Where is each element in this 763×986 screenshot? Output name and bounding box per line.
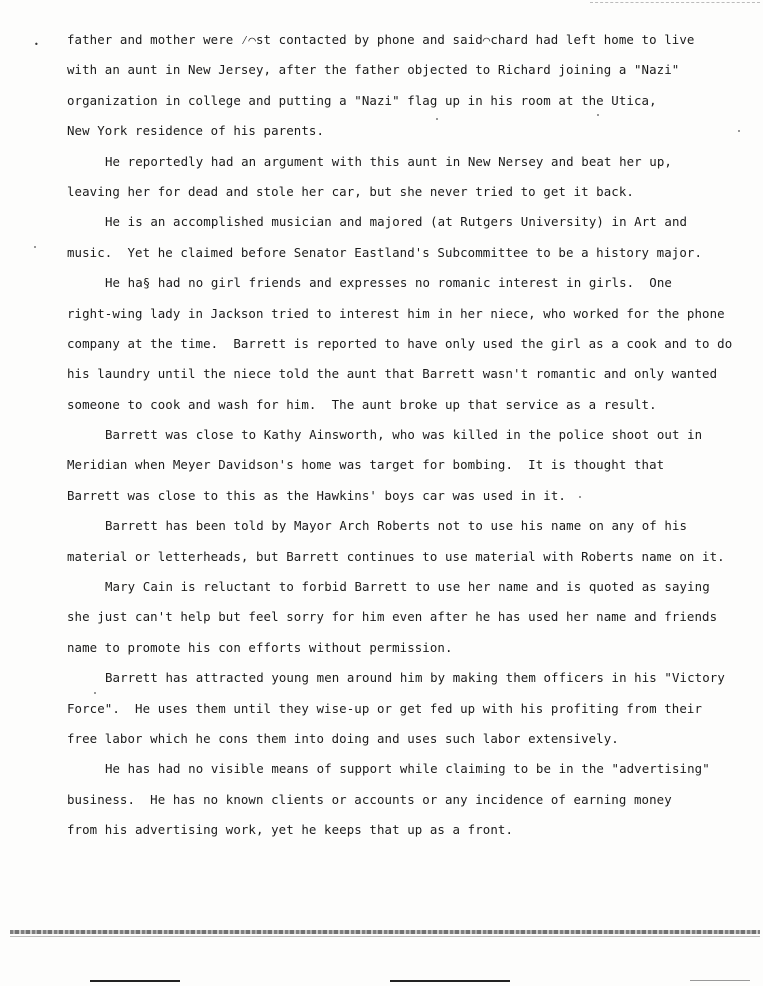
bottom-scan-rule bbox=[10, 930, 760, 934]
text-line: company at the time. Barrett is reported to have only used the girl as a cook and to do bbox=[67, 335, 733, 351]
text-line: right-wing lady in Jackson tried to interest him in her niece, who worked for the phone bbox=[67, 305, 725, 321]
typewritten-text bbox=[67, 29, 747, 850]
text-line: his laundry until the niece told the aunt that Barrett wasn't romantic and only wanted bbox=[67, 366, 718, 382]
text-line: Barrett has been told by Mayor Arch Roberts not to use his name on any of his bbox=[105, 518, 688, 534]
text-line: Meridian when Meyer Davidson's home was target for bombing. It is thought that bbox=[67, 457, 665, 473]
text-line: leaving her for dead and stole her car, but she never tried to get it back. bbox=[67, 183, 634, 199]
text-line: free labor which he cons them into doing and uses such labor extensively. bbox=[67, 730, 619, 746]
bottom-scan-rule-thin bbox=[10, 936, 760, 937]
text-line: He has had no visible means of support while claiming to be in the "advertising" bbox=[105, 761, 710, 777]
foot-rule bbox=[90, 980, 180, 982]
text-line: Force". He uses them until they wise-up or get fed up with his profiting from their bbox=[67, 700, 703, 716]
text-line: He ha§ had no girl friends and expresses no romanic interest in girls. One bbox=[105, 275, 672, 291]
speck bbox=[597, 114, 599, 116]
text-line: she just can't help but feel sorry for him even after he has used her name and friends bbox=[67, 609, 718, 625]
text-line: Barrett was close to this as the Hawkins' boys car was used in it. bbox=[67, 487, 566, 503]
speck bbox=[34, 246, 36, 248]
top-dashed-rule bbox=[590, 2, 760, 4]
foot-rule bbox=[690, 980, 750, 981]
text-line: with an aunt in New Jersey, after the father objected to Richard joining a "Nazi" bbox=[67, 62, 680, 78]
text-line: New York residence of his parents. bbox=[67, 123, 325, 139]
speck bbox=[738, 130, 740, 132]
text-line: father and mother were ⁄⌒st contacted by phone and said⌒chard had left home to live bbox=[67, 32, 695, 47]
text-line: name to promote his con efforts without permission. bbox=[67, 639, 453, 655]
text-line: He is an accomplished musician and majored (at Rutgers University) in Art and bbox=[105, 214, 688, 230]
text-line: organization in college and putting a "Nazi" flag up in his room at the Utica, bbox=[67, 92, 657, 108]
text-line: music. Yet he claimed before Senator Eastland's Subcommittee to be a history major. bbox=[67, 244, 703, 260]
foot-rule bbox=[390, 980, 510, 982]
margin-dot-mark: • bbox=[34, 40, 39, 49]
text-line: material or letterheads, but Barrett continues to use material with Roberts name on it. bbox=[67, 548, 725, 564]
text-line: Mary Cain is reluctant to forbid Barrett to use her name and is quoted as saying bbox=[105, 579, 710, 595]
speck bbox=[436, 118, 438, 120]
speck bbox=[579, 496, 581, 498]
speck bbox=[94, 692, 96, 694]
text-line: Barrett was close to Kathy Ainsworth, who was killed in the police shoot out in bbox=[105, 427, 703, 443]
text-line: someone to cook and wash for him. The aunt broke up that service as a result. bbox=[67, 396, 657, 412]
text-line: Barrett has attracted young men around him by making them officers in his "Victory bbox=[105, 670, 725, 686]
text-line: He reportedly had an argument with this aunt in New Nersey and beat her up, bbox=[105, 153, 672, 169]
text-line: business. He has no known clients or accounts or any incidence of earning money bbox=[67, 791, 672, 807]
text-line: from his advertising work, yet he keeps that up as a front. bbox=[67, 822, 514, 838]
